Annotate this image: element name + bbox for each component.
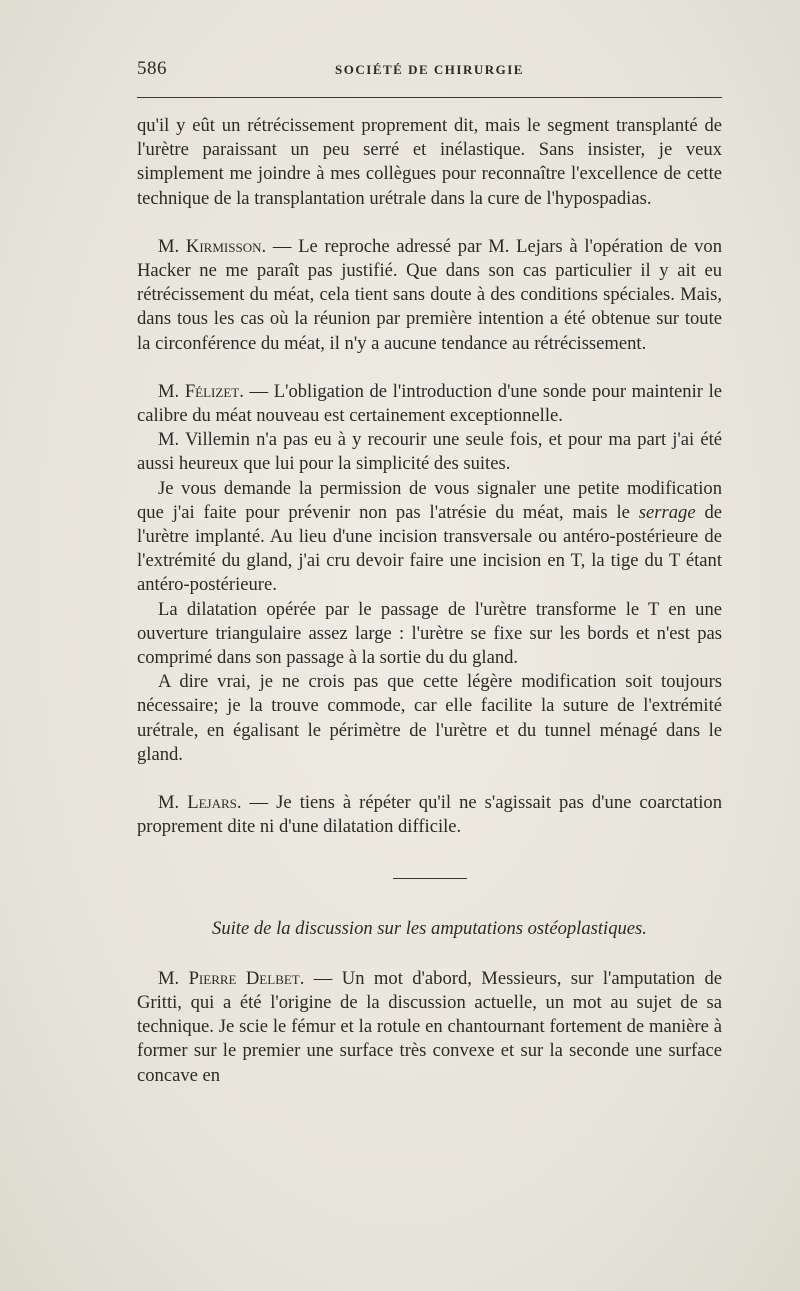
speaker-name: M. Félizet. — [158, 380, 244, 402]
page-body — [137, 114, 722, 1088]
paragraph — [137, 380, 722, 428]
running-title: SOCIÉTÉ DE CHIRURGIE — [335, 62, 524, 77]
paragraph-text: Je vous demande la permission de vous signaler une petite modification que j'ai faite pour prévenir non pas l'atrésie du méat, mais le — [137, 477, 722, 523]
paragraph-text: de l'urètre implanté. Au lieu d'une incision transversale ou antéro-postérieure de l'extrémité du gland, j'ai cru devoir faire une incision en T, la tige du T étant antéro-postérieure. — [137, 501, 723, 596]
page-number: 586 — [137, 58, 167, 79]
paragraph — [137, 235, 722, 356]
speaker-name: M. Kirmisson. — [158, 235, 267, 257]
paragraph — [137, 967, 722, 1088]
paragraph — [137, 791, 722, 839]
speaker-name: M. Lejars. — [158, 792, 242, 814]
speaker-name: M. Pierre Delbet. — [158, 967, 305, 989]
emphasis: serrage — [638, 501, 696, 523]
paragraph-text: — L'obligation de l'introduction d'une sonde pour maintenir le calibre du méat nouveau est certainement exceptionnelle. — [137, 380, 722, 427]
paragraph: M. Villemin n'a pas eu à y recourir une seule fois, et pour ma part j'ai été aussi heureux que lui pour la simplicité des suites. — [137, 429, 722, 475]
paragraph: A dire vrai, je ne crois pas que cette légère modification soit toujours nécessaire; je la trouve commode, car elle facilite la suture de l'extrémité urétrale, en égalisant le périmètre de l'urètre et du tunnel ménagé dans le gland. — [137, 671, 722, 765]
paragraph-text: — Je tiens à répéter qu'il ne s'agissait pas d'une coarctation proprement dite ni d'une dilatation difficile. — [137, 792, 723, 838]
paragraph — [137, 477, 722, 598]
running-header — [137, 58, 722, 82]
paragraph-text: — Un mot d'abord, Messieurs, sur l'amputation de Gritti, qui a été l'origine de la discussion actuelle, un mot au sujet de sa technique. Je scie le fémur et la rotule en chantournant fortement de manière à former sur le premier une surface très convexe et sur la seconde une surface concave en — [137, 967, 722, 1086]
paragraph: La dilatation opérée par le passage de l'urètre transforme le T en une ouverture triangulaire assez large : l'urètre se fixe sur les bords et n'est pas comprimé dans son passage à la sortie du du gland. — [137, 598, 722, 669]
paragraph-text: — Le reproche adressé par M. Lejars à l'opération de von Hacker ne me paraît pas justifié. Que dans son cas particulier il y ait eu rétrécissement du méat, cela tient sans doute à des conditions spéciales. Mais, dans tous les cas où la réunion par première intention a été obtenue sur toute la circonférence du méat, il n'y a aucune tendance au rétrécissement. — [137, 235, 722, 354]
section-heading: Suite de la discussion sur les amputations ostéoplastiques. — [212, 918, 647, 940]
paragraph: qu'il y eût un rétrécissement proprement dit, mais le segment transplanté de l'urètre paraissant un peu serré et inélastique. Sans insister, je veux simplement me joindre à mes collègues pour reconnaître l'excellence de cette technique de la transplantation urétrale dans la cure de l'hypospadias. — [137, 115, 722, 209]
section-divider — [393, 878, 467, 879]
header-rule — [137, 97, 722, 98]
